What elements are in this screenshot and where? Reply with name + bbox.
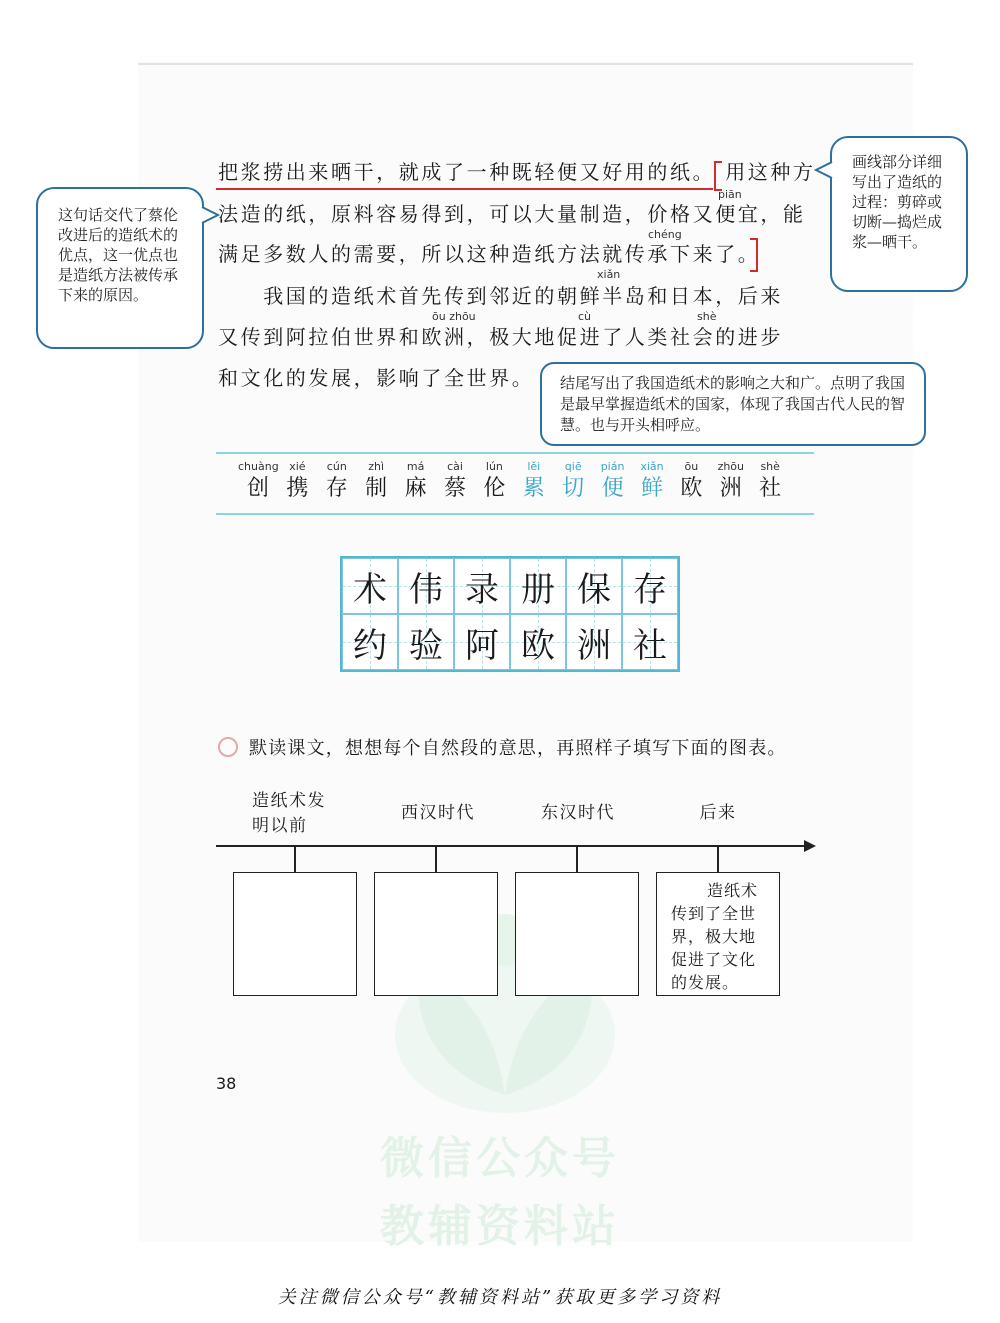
strip-pinyin: pián	[600, 460, 625, 473]
strip-char: 累	[522, 476, 545, 501]
strip-character	[750, 460, 790, 504]
strip-character	[238, 460, 278, 504]
strip-pinyin: cài	[447, 460, 463, 473]
passage-line-5: 又传到阿拉伯世界和欧洲，极大地促进了人类社会的进步	[218, 325, 783, 349]
writing-grid	[340, 556, 680, 672]
strip-char: 切	[562, 476, 585, 501]
grid-row-2	[342, 614, 678, 670]
strip-character	[277, 460, 317, 504]
strip-pinyin: cún	[326, 460, 347, 473]
watermark-line-1: 微信公众号	[380, 1133, 620, 1184]
grid-character: 保	[577, 569, 611, 610]
answer-box-2[interactable]	[374, 872, 498, 996]
passage-line-1-tail: 用这种方	[725, 160, 816, 184]
timeline-tick-1	[294, 846, 296, 873]
passage-line-6: 和文化的发展，影响了全世界。	[218, 366, 535, 390]
grid-cell	[398, 558, 454, 614]
strip-char: 存	[325, 476, 348, 501]
annotation-bottom-text: 结尾写出了我国造纸术的影响之大和广。点明了我国是最早掌握造纸术的国家，体现了我国古代人民的智慧。也与开头相呼应。	[560, 374, 906, 434]
answer-box-3[interactable]	[515, 872, 639, 996]
strip-pinyin: chuàng	[238, 460, 279, 473]
red-underline	[216, 188, 713, 190]
strip-pinyin: qiē	[564, 460, 582, 473]
grid-cell	[454, 558, 510, 614]
page-top-rule	[138, 63, 913, 65]
example-answer: 造纸术传到了全世界，极大地促进了文化的发展。	[671, 881, 759, 992]
strip-character	[593, 460, 633, 504]
pinyin-she: shè	[697, 310, 717, 323]
grid-cell	[510, 558, 566, 614]
timeline-arrow-icon	[804, 840, 816, 852]
grid-character: 约	[353, 625, 387, 666]
strip-character	[317, 460, 357, 504]
strip-top-rule	[216, 452, 814, 454]
answer-box-4	[656, 872, 780, 996]
strip-pinyin: lún	[485, 460, 503, 473]
strip-bottom-rule	[216, 513, 814, 515]
annotation-left-text: 这句话交代了蔡伦改进后的造纸术的优点，这一优点也是造纸方法被传承下来的原因。	[58, 206, 179, 304]
strip-char: 携	[286, 476, 309, 501]
annotation-right-text: 画线部分详细写出了造纸的过程：剪碎或切断—捣烂成浆—晒干。	[852, 153, 943, 251]
grid-cell	[622, 614, 678, 670]
strip-char: 便	[601, 476, 624, 501]
strip-character	[356, 460, 396, 504]
grid-character: 阿	[465, 625, 499, 666]
strip-pinyin: zhōu	[717, 460, 745, 473]
grid-character: 洲	[577, 625, 611, 666]
strip-char: 伦	[483, 476, 506, 501]
page-number: 38	[216, 1074, 237, 1093]
grid-character: 欧	[521, 625, 555, 666]
period-label-1: 造纸术发明以前	[252, 791, 326, 836]
strip-pinyin: ōu	[684, 460, 699, 473]
pinyin-cheng: chéng	[648, 228, 682, 241]
annotation-left-pointer	[200, 205, 220, 225]
pinyin-cu: cù	[578, 310, 592, 323]
answer-box-1[interactable]	[233, 872, 357, 996]
strip-pinyin: má	[406, 460, 425, 473]
grid-character: 册	[521, 569, 555, 610]
grid-character: 验	[409, 625, 443, 666]
strip-char: 欧	[680, 476, 703, 501]
grid-cell	[622, 558, 678, 614]
strip-character	[474, 460, 514, 504]
exercise-instruction: 默读课文，想想每个自然段的意思，再照样子填写下面的图表。	[249, 738, 787, 759]
timeline-tick-2	[435, 846, 437, 873]
strip-character	[632, 460, 672, 504]
annotation-right	[830, 136, 968, 292]
strip-character	[514, 460, 554, 504]
grid-character: 伟	[409, 569, 443, 610]
grid-character: 录	[465, 569, 499, 610]
passage-line-4: 我国的造纸术首先传到邻近的朝鲜半岛和日本，后来	[218, 284, 783, 308]
strip-character	[711, 460, 751, 504]
underlined-sentence: 把浆捞出来晒干，就成了一种既轻便又好用的纸。	[218, 160, 716, 184]
grid-cell	[342, 558, 398, 614]
grid-cell	[398, 614, 454, 670]
strip-pinyin: lěi	[527, 460, 541, 473]
pinyin-ouzhou: ōu zhōu	[432, 310, 476, 323]
timeline-tick-3	[576, 846, 578, 873]
strip-pinyin: zhì	[368, 460, 385, 473]
grid-cell	[342, 614, 398, 670]
strip-char: 创	[246, 476, 269, 501]
period-label-4: 后来	[699, 803, 737, 823]
strip-character	[396, 460, 436, 504]
passage-line-1	[218, 160, 816, 184]
grid-character: 术	[353, 569, 387, 610]
strip-character	[435, 460, 475, 504]
strip-char: 蔡	[443, 476, 466, 501]
grid-cell	[566, 614, 622, 670]
annotation-right-pointer	[814, 160, 834, 180]
strip-char: 麻	[404, 476, 427, 501]
annotation-left	[36, 187, 204, 349]
red-bracket-open	[714, 161, 722, 191]
grid-cell	[510, 614, 566, 670]
period-label-2: 西汉时代	[401, 803, 475, 823]
grid-row-1	[342, 558, 678, 614]
pinyin-xian: xiǎn	[597, 268, 621, 281]
footer-note: 关注微信公众号“教辅资料站”获取更多学习资料	[277, 1287, 723, 1308]
strip-character	[553, 460, 593, 504]
pinyin-pian: piān	[718, 188, 742, 201]
timeline-tick-4	[717, 846, 719, 873]
passage-line-3: 满足多数人的需要，所以这种造纸方法就传承下来了。	[218, 242, 761, 266]
grid-character: 存	[633, 569, 667, 610]
strip-pinyin: xié	[289, 460, 306, 473]
grid-cell	[566, 558, 622, 614]
period-label-3: 东汉时代	[541, 803, 615, 823]
strip-char: 社	[759, 476, 782, 501]
new-characters-strip	[216, 452, 814, 516]
strip-char: 鲜	[640, 476, 663, 501]
watermark-line-2: 教辅资料站	[380, 1201, 620, 1252]
grid-character: 社	[633, 625, 667, 666]
passage-line-2: 法造的纸，原料容易得到，可以大量制造，价格又便宜，能	[218, 202, 806, 226]
red-bracket-close	[750, 238, 758, 272]
strip-char: 制	[365, 476, 388, 501]
strip-pinyin: shè	[760, 460, 780, 473]
exercise-bullet-icon	[218, 737, 238, 757]
strip-character	[671, 460, 711, 504]
grid-cell	[454, 614, 510, 670]
strip-pinyin: xiǎn	[640, 460, 664, 473]
strip-char: 洲	[719, 476, 742, 501]
annotation-bottom	[540, 362, 926, 446]
